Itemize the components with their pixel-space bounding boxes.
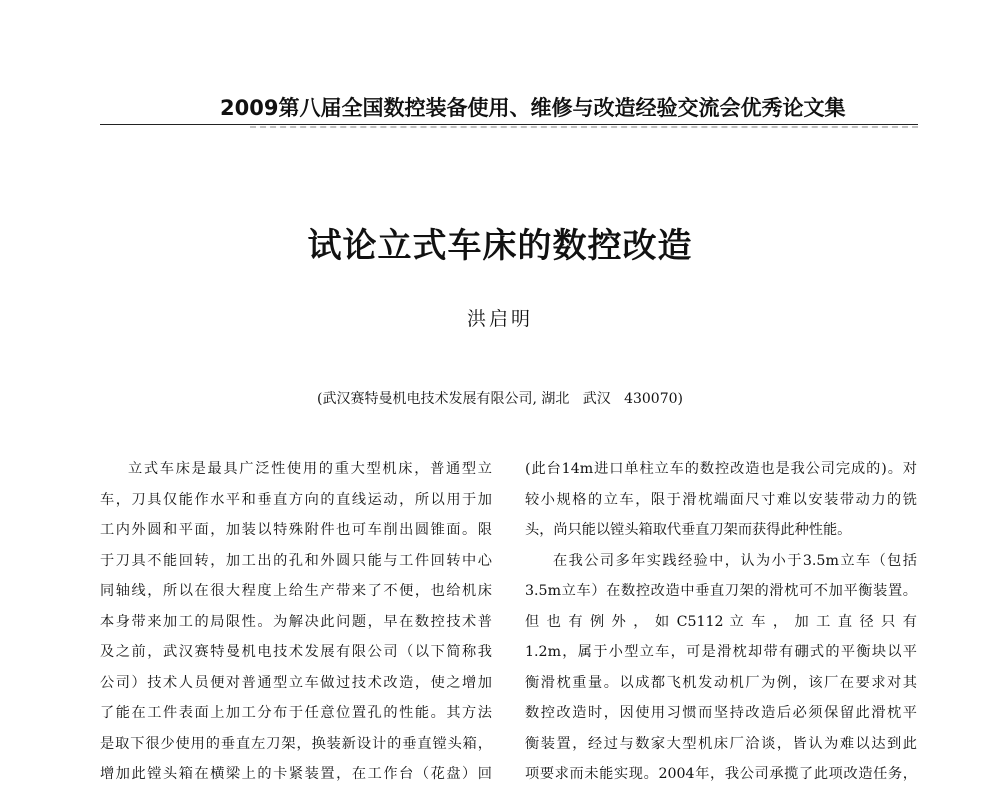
- body-line: 车，刀具仅能作水平和垂直方向的直线运动，所以用于加: [100, 491, 492, 508]
- body-line: 项要求而未能实现。2004年，我公司承揽了此项改造任务，: [525, 766, 917, 782]
- body-line: 头，尚只能以镗头箱取代垂直刀架而获得此种性能。: [525, 522, 852, 538]
- body-column-left: [100, 454, 492, 790]
- body-line: 数控改造时，因使用习惯而坚持改造后必须保留此滑枕平: [525, 705, 917, 721]
- running-header: 2009第八届全国数控装备使用、维修与改造经验交流会优秀论文集: [220, 96, 846, 120]
- body-line: 1.2m，属于小型立车，可是滑枕却带有硼式的平衡块以平: [525, 644, 917, 660]
- body-line: 衡滑枕重量。以成都飞机发动机厂为例，该厂在要求对其: [525, 674, 917, 691]
- body-line: 衡装置，经过与数家大型机床厂洽谈，皆认为难以达到此: [525, 735, 917, 752]
- body-line: 立式车床是最具广泛性使用的重大型机床，普通型立: [128, 461, 492, 477]
- body-line: 同轴线，所以在很大程度上给生产带来了不便，也给机床: [100, 583, 492, 599]
- author-name: 洪启明: [466, 308, 533, 330]
- body-line: 在我公司多年实践经验中，认为小于3.5m立车（包括: [553, 552, 917, 569]
- body-line: 但 也 有 例 外 ， 如 C5112 立 车 ， 加 工 直 径 只 有: [525, 613, 917, 630]
- body-line: 工内外圆和平面，加装以特殊附件也可车削出圆锥面。限: [100, 522, 492, 538]
- body-line: (此台14m进口单柱立车的数控改造也是我公司完成的)。对: [525, 461, 917, 477]
- body-line: 了能在工件表面上加工分布于任意位置孔的性能。其方法: [100, 705, 492, 721]
- body-line: 于刀具不能回转，加工出的孔和外圆只能与工件回转中心: [100, 552, 492, 569]
- body-line: 3.5m立车）在数控改造中垂直刀架的滑枕可不加平衡装置。: [525, 583, 917, 599]
- body-column-right: [525, 454, 917, 790]
- header-rule: [100, 124, 918, 125]
- author-affiliation: (武汉赛特曼机电技术发展有限公司, 湖北 武汉 430070): [317, 391, 683, 407]
- paper-title: 试论立式车床的数控改造: [307, 226, 693, 266]
- body-line: 较小规格的立车，限于滑枕端面尺寸难以安装带动力的铣: [525, 491, 917, 508]
- body-line: 是取下很少使用的垂直左刀架，换装新设计的垂直镗头箱，: [100, 735, 492, 752]
- header-rule-dashes: [250, 126, 918, 128]
- body-line: 及之前，武汉赛特曼机电技术发展有限公司（以下简称我: [100, 644, 492, 660]
- body-line: 本身带来加工的局限性。为解决此问题，早在数控技术普: [100, 613, 492, 630]
- body-line: 增加此镗头箱在横梁上的卡紧装置，在工作台（花盘）回: [100, 766, 492, 782]
- body-line: 公司）技术人员便对普通型立车做过技术改造，使之增加: [100, 674, 492, 691]
